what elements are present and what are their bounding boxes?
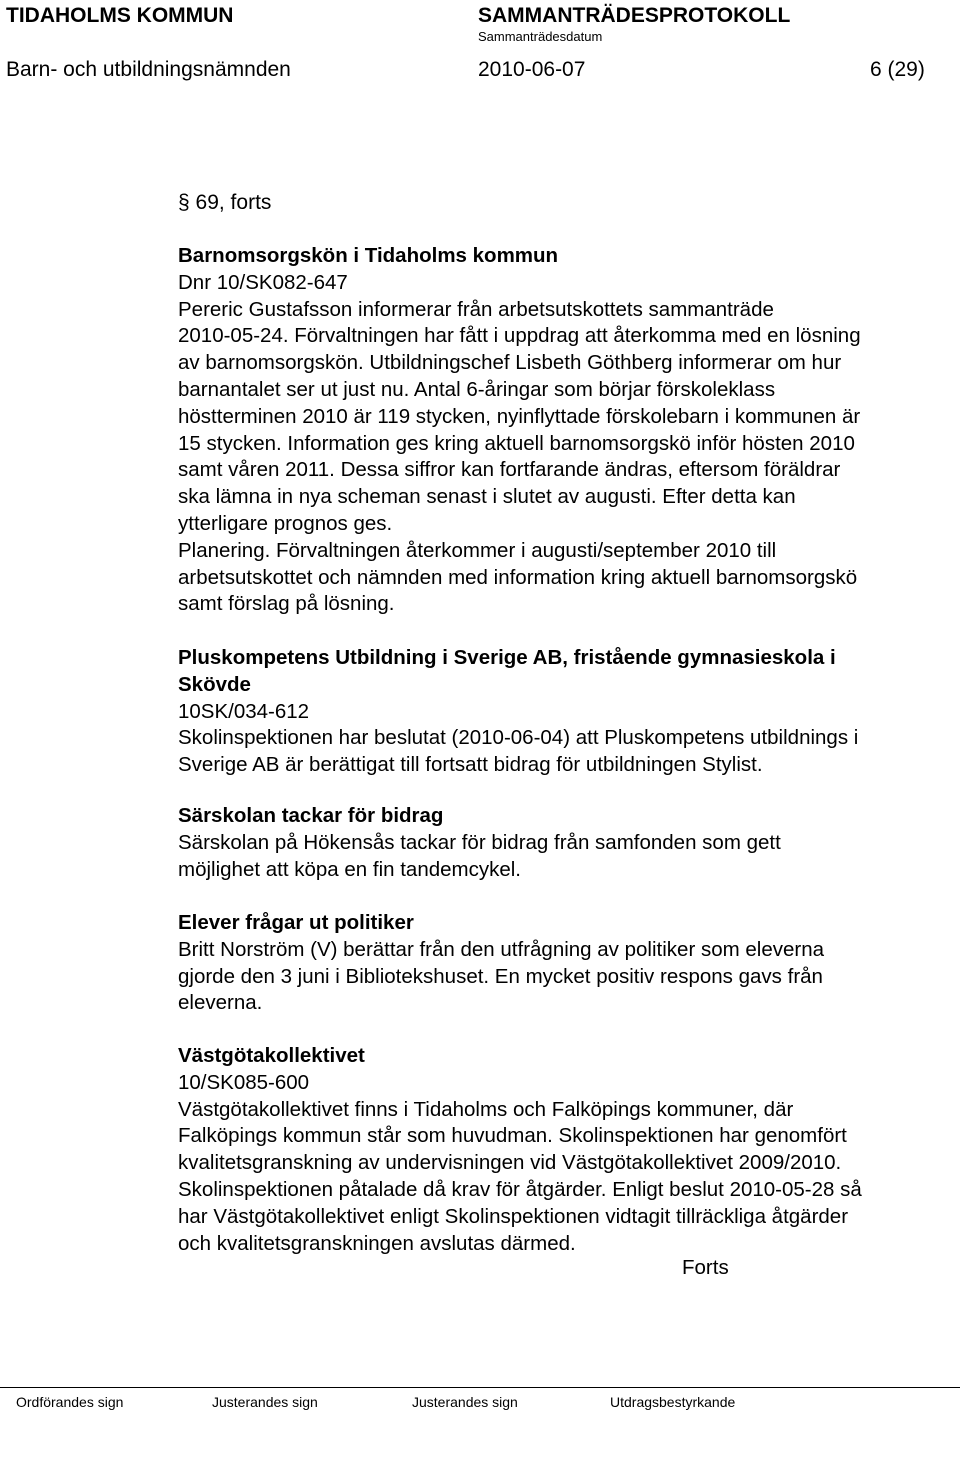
text-line: av barnomsorgskön. Utbildningschef Lisbeth Göthberg informerar om hur: [178, 351, 842, 375]
meeting-date: 2010-06-07: [478, 58, 586, 81]
text-line: Skolinspektionen påtalade då krav för åtgärder. Enligt beslut 2010-05-28 så: [178, 1177, 862, 1201]
section-barnomsorg: [178, 243, 953, 618]
signature-adjuster-2: Justerandes sign: [412, 1394, 518, 1410]
text-line: möjlighet att köpa en fin tandemcykel.: [178, 857, 521, 881]
text-line: Pereric Gustafsson informerar från arbetsutskottets sammanträde: [178, 297, 774, 321]
text-line: samt våren 2011. Dessa siffror kan fortfarande ändras, eftersom föräldrar: [178, 458, 841, 482]
signature-adjuster-1: Justerandes sign: [212, 1394, 318, 1410]
text-line: barnantalet ser ut just nu. Antal 6-åringar som börjar förskoleklass: [178, 377, 776, 401]
text-line: arbetsutskottet och nämnden med information kring aktuell barnomsorgskö: [178, 565, 858, 589]
section-sign-icon: §: [178, 191, 190, 214]
text-line: ytterligare prognos ges.: [178, 511, 393, 535]
text-line: och kvalitetsgranskningen avslutas därmed.: [178, 1231, 576, 1255]
text-line: Falköpings kommun står som huvudman. Skolinspektionen har genomfört: [178, 1124, 847, 1148]
continuation-label: 69, forts: [195, 191, 272, 214]
text-line: Planering. Förvaltningen återkommer i augusti/september 2010 till: [178, 538, 777, 562]
text-line: samt förslag på lösning.: [178, 592, 395, 616]
section-title: Pluskompetens Utbildning i Sverige AB, fristående gymnasieskola i: [178, 646, 836, 669]
text-line: har Västgötakollektivet enligt Skolinspektionen vidtagit tillräckliga åtgärder: [178, 1204, 849, 1228]
section-title: Västgötakollektivet: [178, 1044, 365, 1067]
text-line: Särskolan på Hökensås tackar för bidrag från samfonden som gett: [178, 830, 781, 854]
date-label: Sammanträdesdatum: [478, 29, 603, 44]
continued-label: Forts: [682, 1256, 729, 1279]
document-type: SAMMANTRÄDESPROTOKOLL: [478, 4, 791, 27]
text-line: 10SK/034-612: [178, 699, 310, 723]
text-line: 10/SK085-600: [178, 1070, 310, 1094]
section-elever: [178, 910, 953, 1017]
signature-chair: Ordförandes sign: [16, 1394, 124, 1410]
text-line: 15 stycken. Information ges kring aktuell barnomsorgskö inför hösten 2010: [178, 431, 855, 455]
section-title: Särskolan tackar för bidrag: [178, 804, 444, 827]
text-line: höstterminen 2010 är 119 stycken, nyinflyttade förskolebarn i kommunen är: [178, 404, 861, 428]
text-line: Västgötakollektivet finns i Tidaholms och Falköpings kommuner, där: [178, 1097, 794, 1121]
section-title: Barnomsorgskön i Tidaholms kommun: [178, 244, 559, 267]
text-line: ska lämna in nya scheman senast i slutet av augusti. Efter detta kan: [178, 485, 796, 509]
text-line: Skolinspektionen har beslutat (2010-06-04) att Pluskompetens utbildnings i: [178, 726, 859, 750]
text-line: 2010-05-24. Förvaltningen har fått i uppdrag att återkomma med en lösning: [178, 324, 861, 348]
section-pluskompetens: [178, 645, 953, 779]
org-name: TIDAHOLMS KOMMUN: [6, 4, 234, 27]
text-line: Britt Norström (V) berättar från den utfrågning av politiker som eleverna: [178, 937, 825, 961]
text-line: Dnr 10/SK082-647: [178, 270, 348, 294]
section-sarskolan: [178, 803, 953, 883]
page-number: 6 (29): [870, 58, 925, 81]
text-line: eleverna.: [178, 991, 263, 1015]
paragraph-continuation: [178, 191, 271, 215]
signature-certification: Utdragsbestyrkande: [610, 1394, 736, 1410]
section-vastgota: [178, 1043, 953, 1257]
section-title: Elever frågar ut politiker: [178, 911, 414, 934]
text-line: Sverige AB är berättigat till fortsatt bidrag för utbildningen Stylist.: [178, 753, 763, 777]
text-line: kvalitetsgranskning av undervisningen vid Västgötakollektivet 2009/2010.: [178, 1151, 842, 1175]
footer-divider: [0, 1387, 960, 1388]
section-title-cont: Skövde: [178, 672, 251, 696]
board-name: Barn- och utbildningsnämnden: [6, 58, 291, 81]
text-line: gjorde den 3 juni i Bibliotekshuset. En mycket positiv respons gavs från: [178, 964, 823, 988]
